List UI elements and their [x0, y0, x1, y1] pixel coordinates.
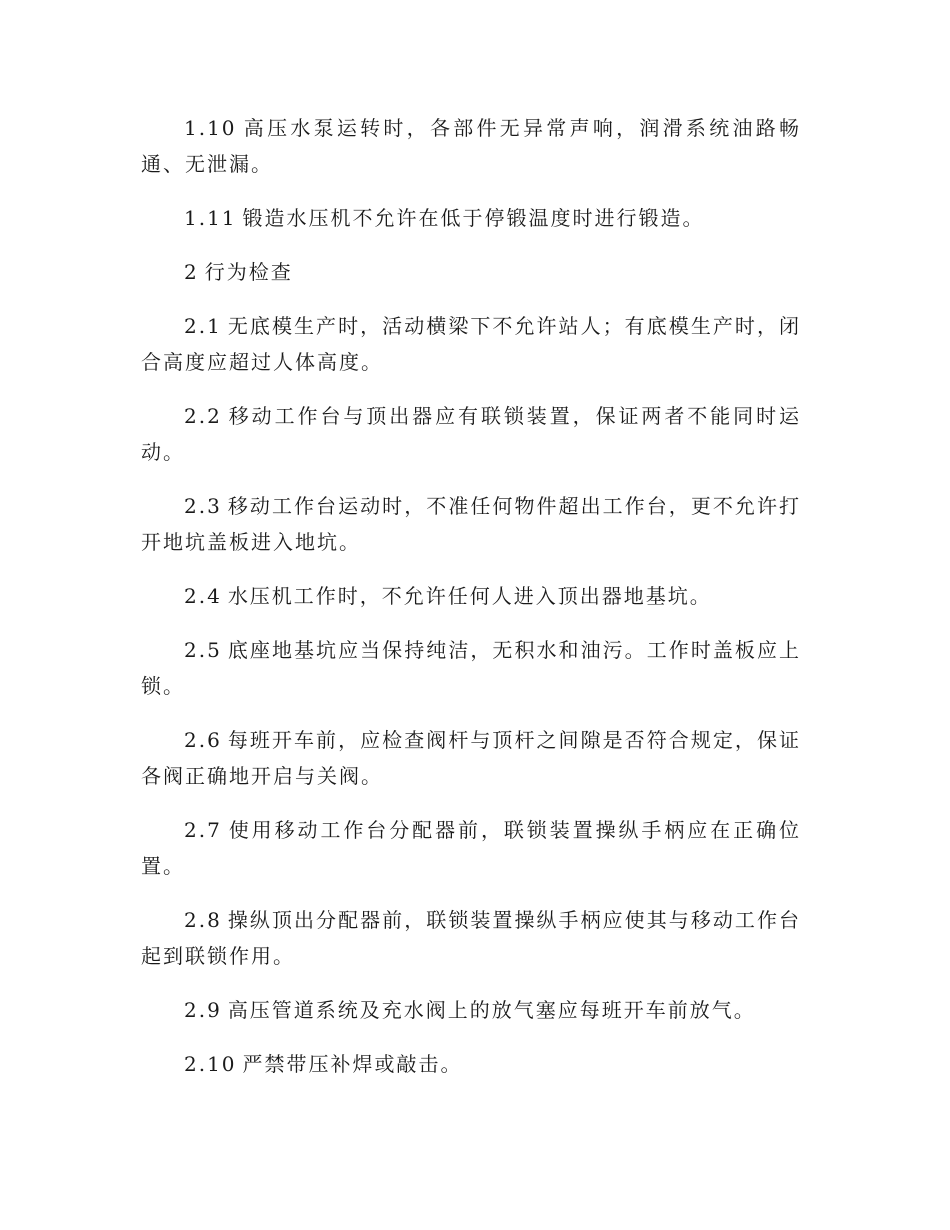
paragraph-text: 无底模生产时，活动横梁下不允许站人；有底模生产时，闭合高度应超过人体高度。 — [141, 314, 801, 374]
paragraph-number: 2.7 — [184, 818, 222, 842]
document-body — [141, 110, 801, 1100]
paragraph-2-9 — [141, 992, 801, 1028]
paragraph-text: 锻造水压机不允许在低于停锻温度时进行锻造。 — [242, 206, 705, 230]
paragraph-number: 2.9 — [184, 998, 222, 1022]
paragraph-text: 移动工作台运动时，不准任何物件超出工作台，更不允许打开地坑盖板进入地坑。 — [141, 494, 801, 554]
paragraph-text: 严禁带压补焊或敲击。 — [242, 1052, 463, 1076]
paragraph-text: 高压水泵运转时，各部件无异常声响，润滑系统油路畅通、无泄漏。 — [141, 116, 801, 176]
paragraph-2-5 — [141, 632, 801, 704]
paragraph-number: 2.6 — [184, 728, 222, 752]
paragraph-2-4 — [141, 578, 801, 614]
paragraph-number: 2.3 — [184, 494, 222, 518]
paragraph-text: 移动工作台与顶出器应有联锁装置，保证两者不能同时运动。 — [141, 404, 801, 464]
paragraph-text: 操纵顶出分配器前，联锁装置操纵手柄应使其与移动工作台起到联锁作用。 — [141, 908, 801, 968]
paragraph-number: 2.4 — [184, 584, 222, 608]
paragraph-text: 使用移动工作台分配器前，联锁装置操纵手柄应在正确位置。 — [141, 818, 801, 878]
paragraph-2-6 — [141, 722, 801, 794]
paragraph-text: 底座地基坑应当保持纯洁，无积水和油污。工作时盖板应上锁。 — [141, 638, 801, 698]
paragraph-2-8 — [141, 902, 801, 974]
paragraph-2-2 — [141, 398, 801, 470]
paragraph-number: 2.1 — [184, 314, 222, 338]
paragraph-number: 1.10 — [184, 116, 237, 140]
paragraph-number: 2.5 — [184, 638, 222, 662]
paragraph-text: 水压机工作时，不允许任何人进入顶出器地基坑。 — [227, 584, 712, 608]
paragraph-number: 2.2 — [184, 404, 222, 428]
paragraph-2-10 — [141, 1046, 801, 1082]
paragraph-2-1 — [141, 308, 801, 380]
paragraph-number: 2.8 — [184, 908, 222, 932]
paragraph-text: 高压管道系统及充水阀上的放气塞应每班开车前放气。 — [227, 998, 756, 1022]
paragraph-text: 每班开车前，应检查阀杆与顶杆之间隙是否符合规定，保证各阀正确地开启与关阀。 — [141, 728, 801, 788]
paragraph-1-11 — [141, 200, 801, 236]
paragraph-text: 行为检查 — [204, 260, 293, 284]
paragraph-2-3 — [141, 488, 801, 560]
paragraph-number: 1.11 — [184, 206, 237, 230]
section-heading-2 — [141, 254, 801, 290]
paragraph-number: 2 — [184, 260, 199, 284]
paragraph-2-7 — [141, 812, 801, 884]
paragraph-number: 2.10 — [184, 1052, 237, 1076]
paragraph-1-10 — [141, 110, 801, 182]
